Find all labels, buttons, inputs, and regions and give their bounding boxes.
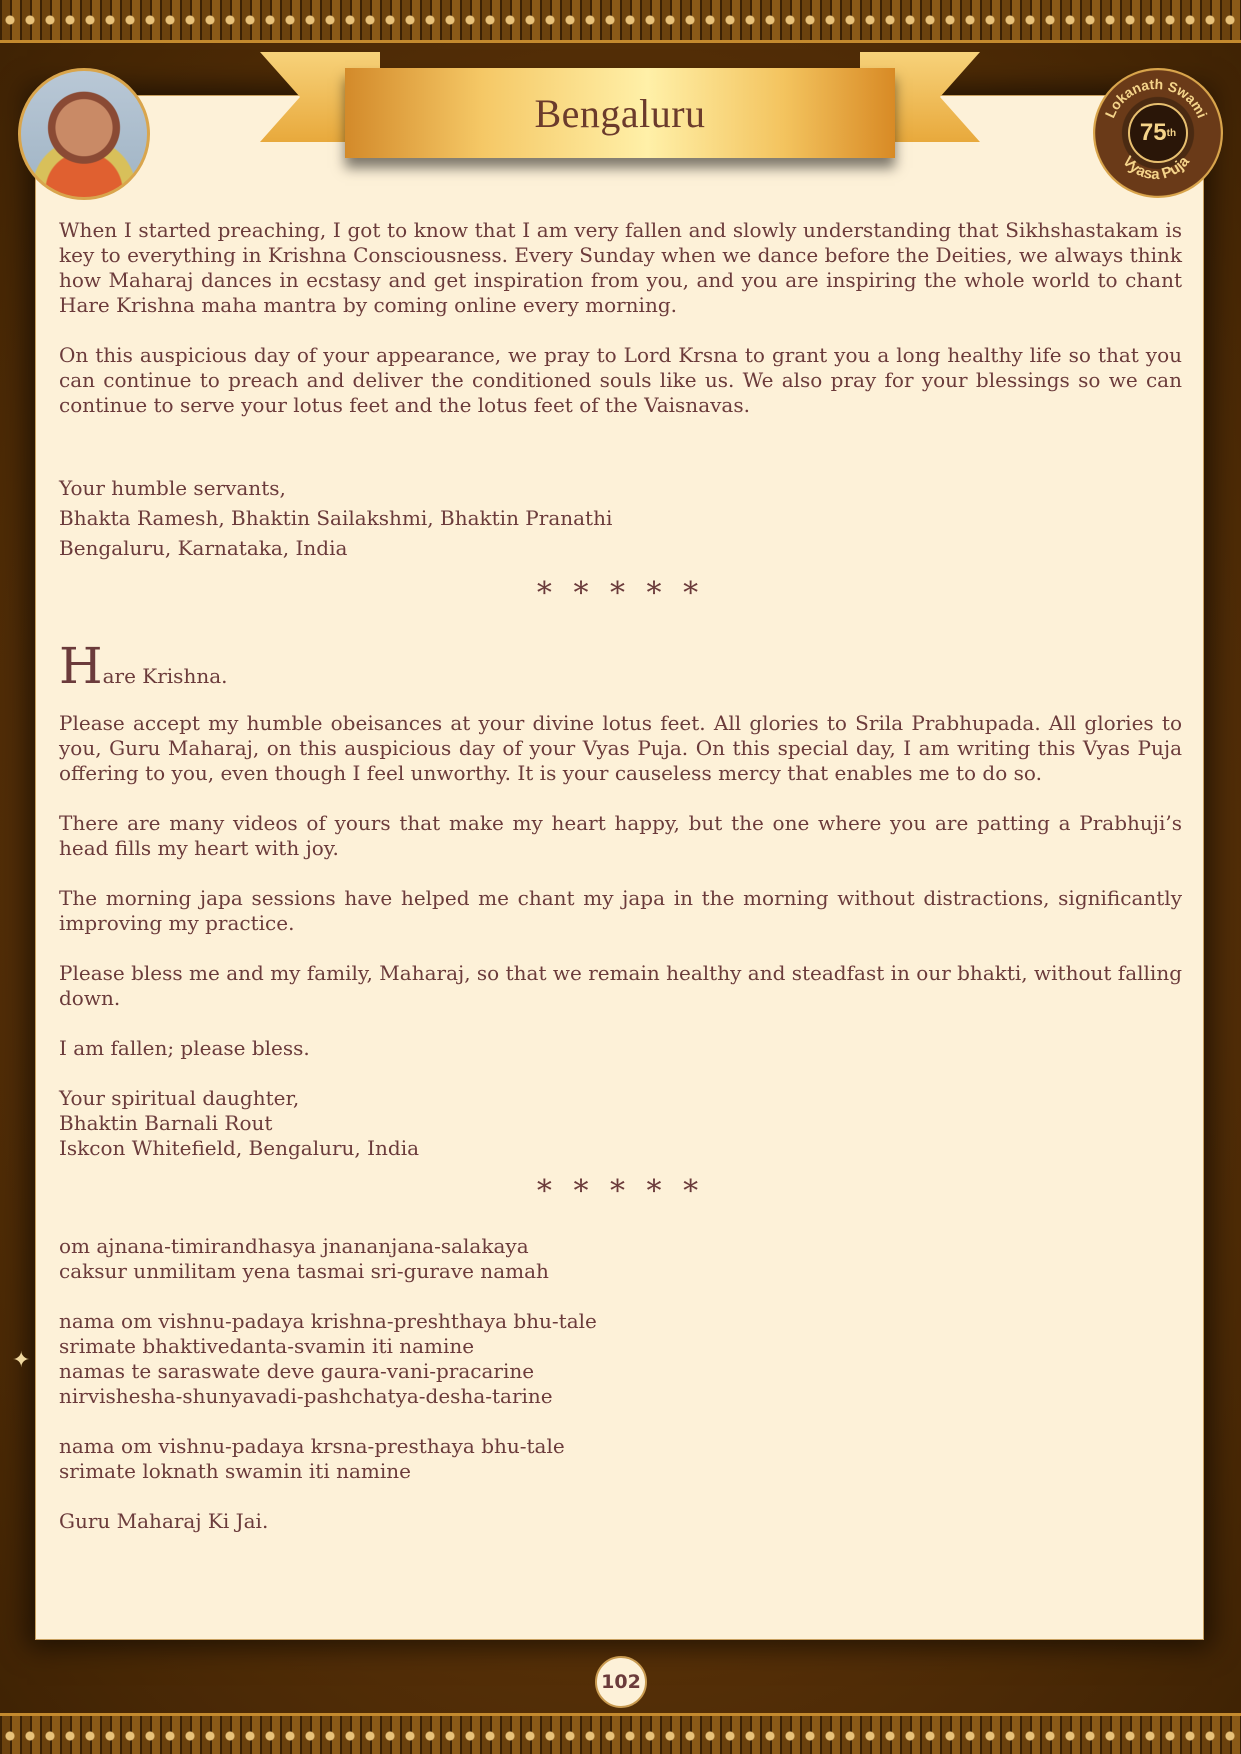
ribbon — [345, 68, 895, 158]
sparkle-icon: ✦ — [12, 1348, 31, 1373]
verse-line: namas te saraswate deve gaura-vani-pracarine — [59, 1359, 535, 1383]
drop-cap: H — [59, 637, 103, 695]
separator-stars-2: * * * * * — [536, 1174, 705, 1209]
seal-top-text: Lokanath Swami — [1101, 75, 1211, 121]
verse-line: caksur unmilitam yena tasmai sri-gurave namah — [59, 1259, 549, 1283]
seal-ring-text — [1093, 68, 1219, 194]
offering2-greeting: Hare Krishna. — [59, 637, 228, 695]
top-border — [0, 0, 1241, 43]
verse-line: om ajnana-timirandhasya jnananjana-salakaya — [59, 1234, 529, 1258]
closing-line: Guru Maharaj Ki Jai. — [59, 1509, 269, 1533]
offering2-paragraph-4: Please bless me and my family, Maharaj, so that we remain healthy and steadfast in our bhakti, without falling down. — [59, 961, 1182, 1010]
offering1-paragraph-1: When I started preaching, I got to know that I am very fallen and slowly understanding that Sikhshastakam is key to everything in Krishna Consciousness. Every Sunday when we dance before the Deities, we always think how Maharaj dances in ecstasy and get inspiration from you, and you are inspiring the whole world to chant Hare Krishna maha mantra by coming online every morning. — [59, 218, 1182, 317]
page-number: 102 — [595, 1656, 647, 1708]
title-banner — [260, 50, 980, 160]
offering2-paragraph-5: I am fallen; please bless. — [59, 1036, 310, 1060]
offering2-signoff: Your spiritual daughter, — [59, 1086, 300, 1110]
verse-line: nirvishesha-shunyavadi-pashchatya-desha-tarine — [59, 1384, 553, 1408]
offering2-place: Iskcon Whitefield, Bengaluru, India — [59, 1136, 420, 1160]
offering2-paragraph-3: The morning japa sessions have helped me chant my japa in the morning without distractions, significantly improving my practice. — [59, 886, 1182, 935]
verse-line: nama om vishnu-padaya krsna-presthaya bhu-tale — [59, 1434, 565, 1458]
page-title: Bengaluru — [534, 90, 706, 136]
offering1-place: Bengaluru, Karnataka, India — [59, 536, 348, 560]
seal-number: 75 th — [1128, 103, 1188, 163]
verse-2 — [59, 1309, 1182, 1409]
offering1-signoff: Your humble servants, — [59, 476, 286, 500]
verse-line: srimate bhaktivedanta-svamin iti namine — [59, 1334, 475, 1358]
offering2-paragraph-2: There are many videos of yours that make my heart happy, but the one where you are patting a Prabhuji’s head fills my heart with joy. — [59, 811, 1182, 860]
seal-bottom-text: Vyasa Puja — [1119, 153, 1193, 184]
verse-line: srimate loknath swamin iti namine — [59, 1459, 411, 1483]
svg-text:Vyasa Puja — [1119, 153, 1193, 183]
svg-text:Lokanath Swami — [1102, 76, 1211, 120]
separator-stars: * * * * * — [536, 576, 705, 611]
verse-3 — [59, 1434, 1182, 1484]
page-content — [59, 218, 1182, 1534]
offering1-names: Bhakta Ramesh, Bhaktin Sailakshmi, Bhaktin Pranathi — [59, 506, 613, 530]
bottom-border — [0, 1713, 1241, 1754]
offering1-paragraph-2: On this auspicious day of your appearance, we pray to Lord Krsna to grant you a long healthy life so that you can continue to preach and deliver the conditioned souls like us. We also pray for your blessings so we can continue to serve your lotus feet and the lotus feet of the Vaisnavas. — [59, 343, 1182, 417]
verse-1 — [59, 1234, 1182, 1284]
guru-portrait-image — [18, 68, 150, 200]
verse-line: nama om vishnu-padaya krishna-preshthaya bhu-tale — [59, 1309, 597, 1333]
offering2-name: Bhaktin Barnali Rout — [59, 1111, 273, 1135]
offering2-paragraph-1: Please accept my humble obeisances at your divine lotus feet. All glories to Srila Prabhupada. All glories to you, Guru Maharaj, on this auspicious day of your Vyas Puja. On this special day, I am writing this Vyas Puja offering to you, even though I feel unworthy. It is your causeless mercy that enables me to do so. — [59, 711, 1182, 785]
